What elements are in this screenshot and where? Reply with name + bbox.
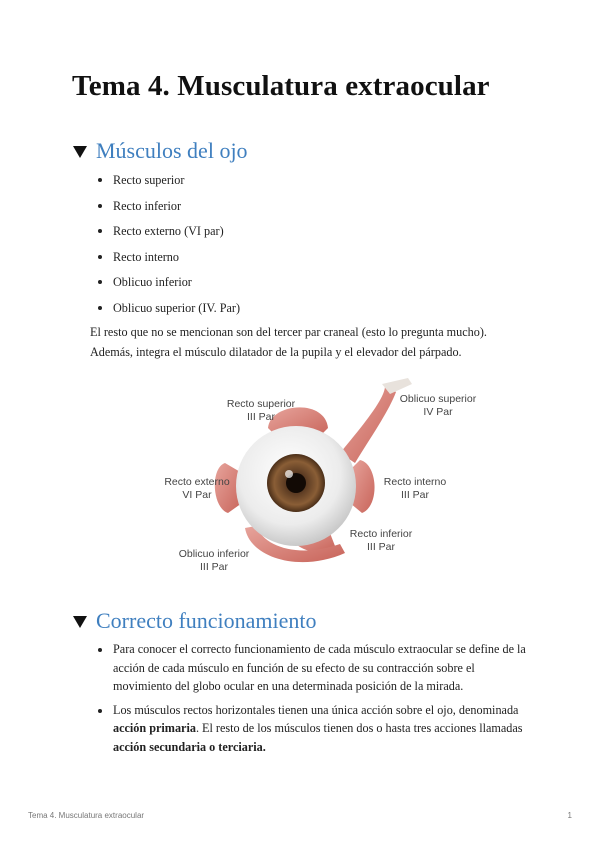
bold-term: acción secundaria o terciaria. (113, 739, 266, 754)
eye-muscles-figure (150, 378, 490, 583)
page-title: Tema 4. Musculatura extraocular (72, 70, 490, 102)
paragraph-line: Además, integra el músculo dilatador de la pupila y el elevador del párpado. (90, 345, 462, 359)
section-heading-text: Correcto funcionamiento (96, 608, 317, 633)
collapse-triangle-icon[interactable] (73, 616, 87, 628)
label-recto-interno: Recto interno III Par (383, 476, 447, 501)
page-number: 1 (567, 811, 572, 820)
label-recto-externo: Recto externo VI Par (164, 476, 230, 501)
paragraph-line: El resto que no se mencionan son del tercer par craneal (esto lo pregunta mucho). (90, 325, 487, 339)
list-item: Recto interno (98, 247, 538, 273)
list-item: Recto externo (VI par) (98, 221, 538, 247)
section-heading-funcionamiento[interactable] (73, 608, 317, 634)
page-footer (28, 811, 572, 820)
label-recto-superior: Recto superior III Par (226, 398, 296, 423)
bold-term: acción primaria (113, 721, 196, 735)
footer-title: Tema 4. Musculatura extraocular (28, 811, 145, 820)
section-heading-musculos[interactable] (73, 138, 248, 164)
list-item: Oblicuo inferior (98, 272, 538, 298)
function-list (98, 640, 528, 761)
list-item: Los músculos rectos horizontales tienen una única acción sobre el ojo, denominada acción primaria. El resto de los músculos tienen dos o hasta tres acciones llamadas acción secundaria o terciaria. (98, 701, 528, 757)
label-oblicuo-superior: Oblicuo superior IV Par (399, 393, 477, 418)
section-heading-text: Músculos del ojo (96, 138, 248, 163)
list-item: Para conocer el correcto funcionamiento de cada músculo extraocular se define de la acción de cada músculo en función de su efecto de su contracción sobre el movimiento del globo ocular en una determinada posición de la mirada. (98, 640, 528, 696)
label-recto-inferior: Recto inferior III Par (349, 528, 413, 553)
collapse-triangle-icon[interactable] (73, 146, 87, 158)
muscle-list (98, 170, 538, 323)
list-item: Recto inferior (98, 196, 538, 222)
label-oblicuo-inferior: Oblicuo inferior III Par (178, 548, 250, 573)
list-item: Recto superior (98, 170, 538, 196)
superior-oblique-muscle (340, 386, 396, 463)
paragraph-note (90, 322, 530, 362)
list-item: Oblicuo superior (IV. Par) (98, 298, 538, 324)
